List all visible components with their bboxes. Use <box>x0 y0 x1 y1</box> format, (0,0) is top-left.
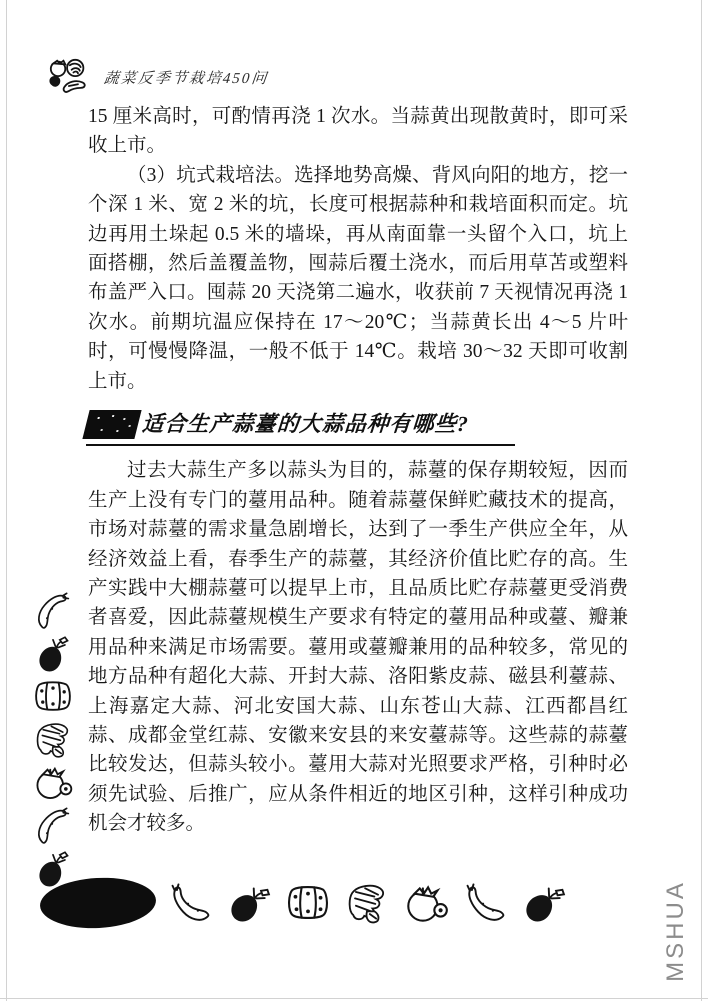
paragraph-varieties: 过去大蒜生产多以蒜头为目的，蒜薹的保存期较短，因而生产上没有专门的薹用品种。随着蒜薹保鲜贮藏技术的提高，市场对蒜薹的需求量急剧增长，达到了一季生产供应全年，从经济效益上看，春季生产的蒜薹，其经济价值比贮存的高。生产实践中大棚蒜薹可以提早上市，且品质比贮存蒜薹更受消费者喜爱，因此蒜薹规模生产要求有特定的薹用品种或薹、瓣兼用品种来满足市场需要。薹用或薹瓣兼用的品种较多，常见的地方品种有超化大蒜、开封大蒜、洛阳紫皮蒜、磁县利薹蒜、上海嘉定大蒜、河北安国大蒜、山东苍山大蒜、江西都昌红蒜、成都金堂红蒜、安徽来安县的来安薹蒜等。这些蒜的蒜薹比较发达，但蒜头较小。薹用大蒜对光照要求严格，引种时必须先试验、后推广，应从条件相近的地区引种，这样引种成功机会才较多。 <box>88 460 628 835</box>
vegetable-cluster-icon <box>46 58 90 96</box>
greens-icon <box>342 880 392 926</box>
scan-edge-left <box>6 0 7 1001</box>
cucumber-icon <box>165 876 216 931</box>
pumpkin-icon <box>31 676 75 717</box>
cucumber-icon <box>460 876 511 931</box>
paragraph-pit-method: （3）坑式栽培法。选择地势高燥、背风向阳的地方，挖一个深 1 米、宽 2 米的坑，长度可根据蒜种和栽培面积而定。坑边再用土垛起 0.5 米的墙垛，再从南面靠一头留个入口，坑上面搭棚，然后盖覆盖物，囤蒜后覆土浇水，而后用草苫或塑料布盖严入口。囤蒜 20 天浇第二遍水，收获前 7 天视情况再浇 1 次水。前期坑温应保持在 17～20℃；当蒜黄长出 4～5 片叶时，可慢慢降温，一般不低于 14℃。栽培 30～32 天即可收割上市。 <box>88 164 628 392</box>
question-heading <box>86 409 515 446</box>
scan-edge-right <box>701 0 702 1001</box>
black-ellipse <box>39 875 157 931</box>
eggplant-icon <box>218 873 280 932</box>
page-header <box>46 58 269 96</box>
greens-icon <box>31 719 75 760</box>
tomato-icon <box>401 880 451 926</box>
bottom-vegetable-band <box>40 874 569 932</box>
tomato-icon <box>31 762 75 803</box>
pumpkin-icon <box>283 880 333 926</box>
body-text <box>88 102 628 839</box>
question-number-block <box>82 410 141 439</box>
scan-edge-bottom <box>0 998 708 999</box>
cucumber-icon <box>31 590 75 631</box>
question-heading-text: 适合生产蒜薹的大蒜品种有哪些? <box>141 411 470 436</box>
left-margin-vegetable-strip <box>28 590 78 889</box>
eggplant-icon <box>31 633 75 674</box>
watermark-text: MSHUA <box>662 880 689 982</box>
running-title: 蔬菜反季节栽培450问 <box>103 70 270 87</box>
eggplant-icon <box>513 873 575 932</box>
cucumber-icon <box>31 805 75 846</box>
paragraph-continued: 15 厘米高时，可酌情再浇 1 次水。当蒜黄出现散黄时，即可采收上市。 <box>88 106 628 157</box>
